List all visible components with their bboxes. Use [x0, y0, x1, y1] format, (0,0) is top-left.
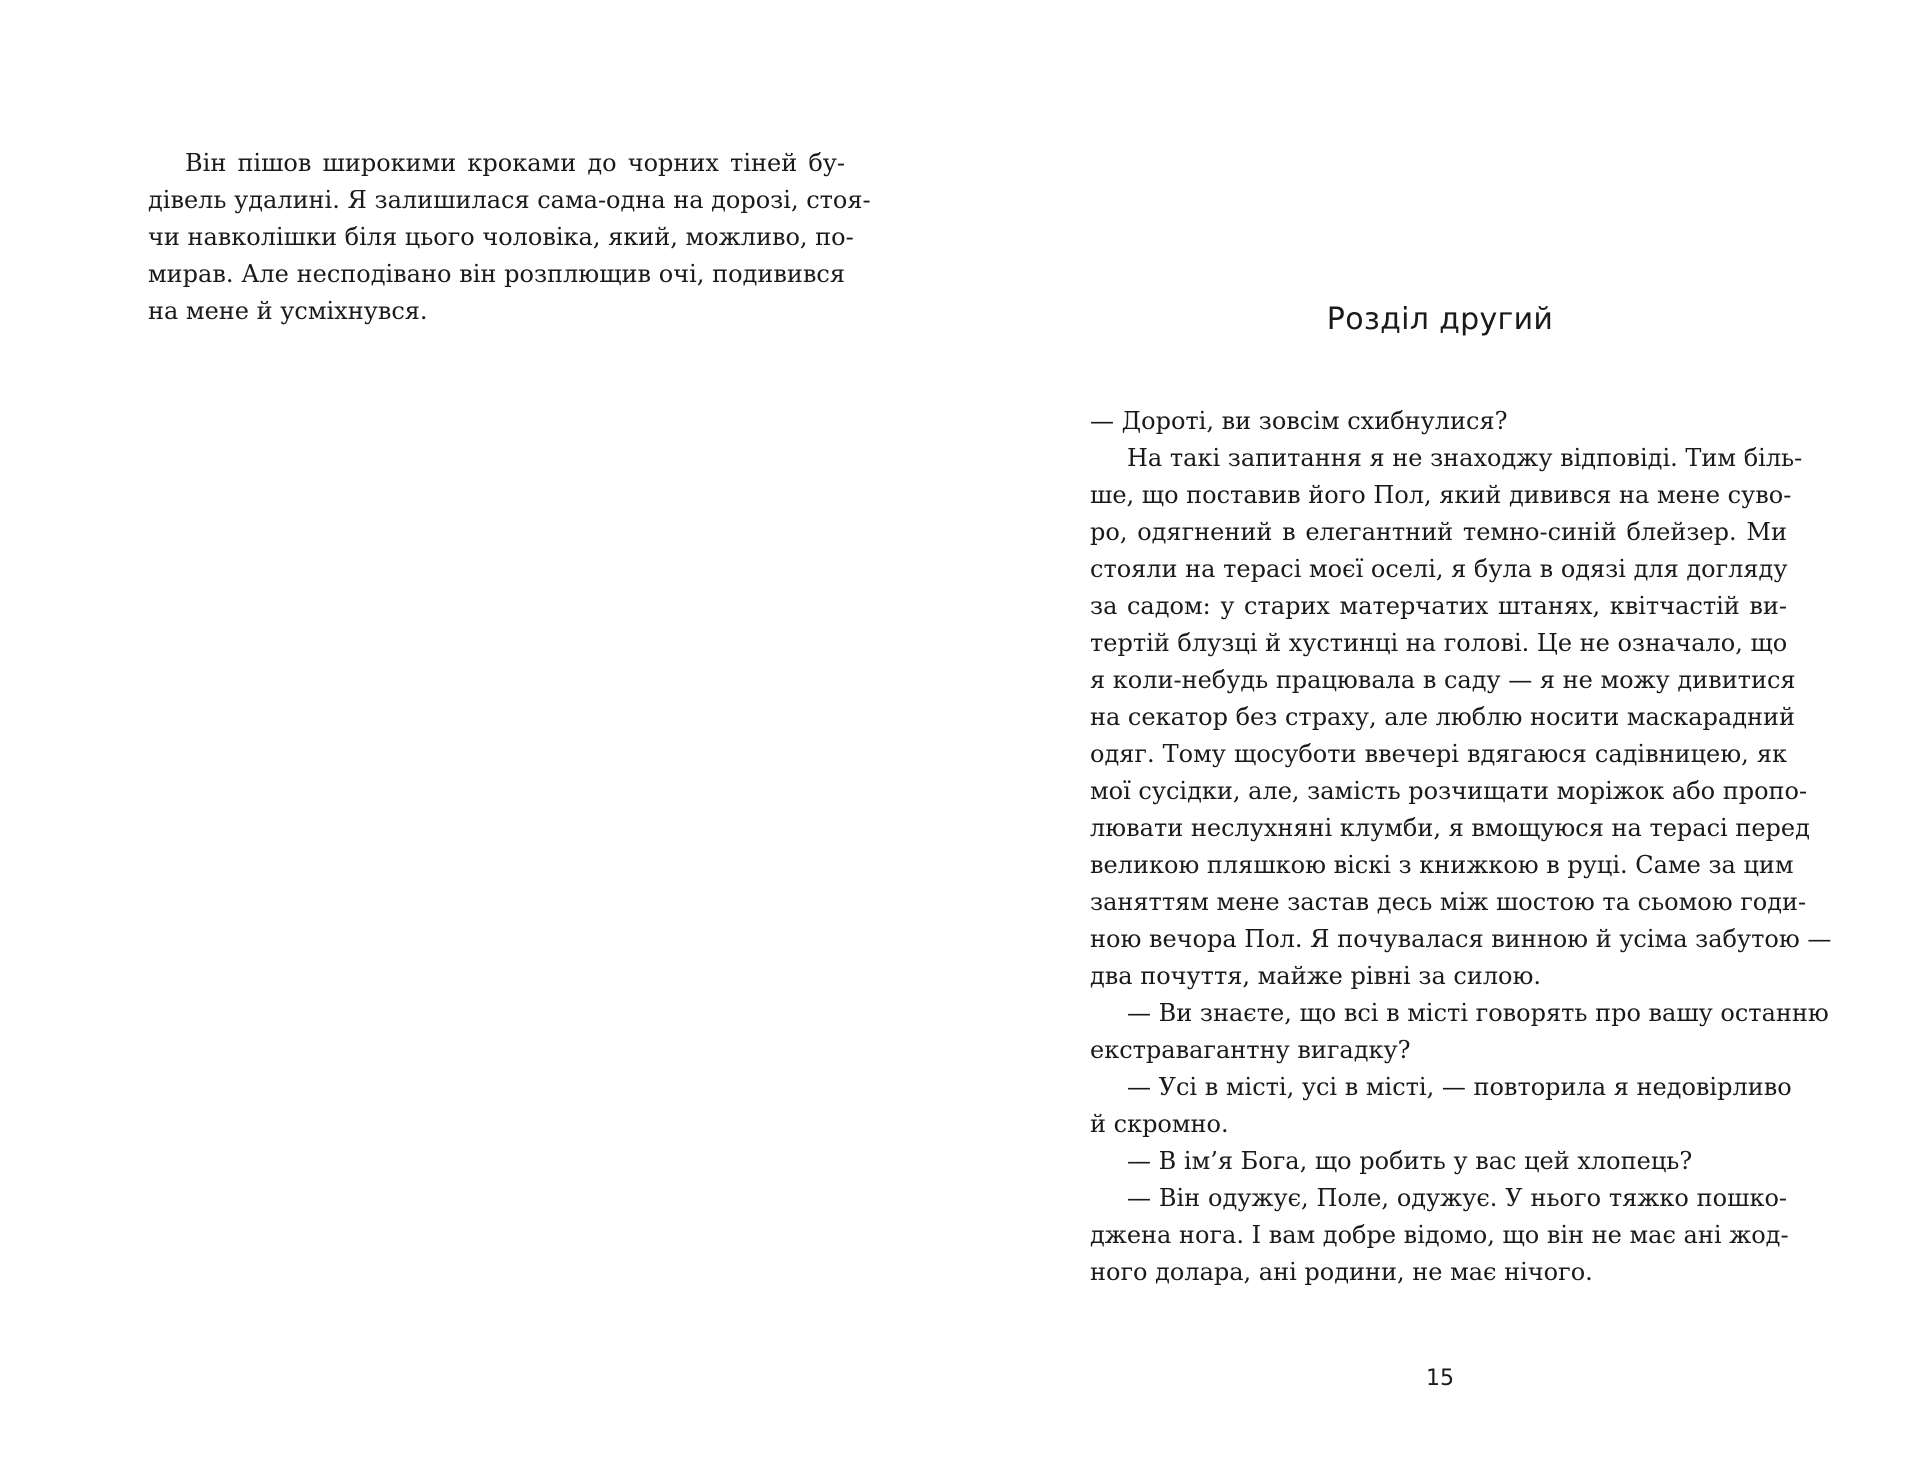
text-line: мирав. Але несподівано він розплющив очі, подивився: [148, 260, 845, 288]
text-line: Він пішов широкими кроками до чорних тіней бу-: [185, 149, 845, 177]
text-line: — Він одужує, Поле, одужує. У нього тяжко пошко-: [1127, 1184, 1787, 1212]
text-line: тертій блузці й хустинці на голові. Це не означало, що: [1090, 629, 1788, 657]
text-line: чи навколішки біля цього чоловіка, який, можливо, по-: [148, 223, 854, 251]
text-line: — Усі в місті, усі в місті, — повторила я недовірливо: [1127, 1073, 1792, 1101]
right-page-text: [1090, 403, 1832, 1291]
text-line: лювати неслухняні клумби, я вмощуюся на терасі перед: [1090, 814, 1810, 842]
text-line: за садом: у старих матерчатих штанях, квітчастій ви-: [1090, 592, 1787, 620]
text-line: мої сусідки, але, замість розчищати моріжок або пропо-: [1090, 777, 1808, 805]
text-line: На такі запитання я не знаходжу відповіді. Тим біль-: [1127, 444, 1803, 472]
text-line: на секатор без страху, але люблю носити маскарадний: [1090, 703, 1795, 731]
text-line: на мене й усміхнувся.: [148, 297, 428, 325]
text-line: дівель удалині. Я залишилася сама-одна на дорозі, стоя-: [148, 186, 871, 214]
text-line: заняттям мене застав десь між шостою та сьомою годи-: [1090, 888, 1807, 916]
text-line: одяг. Тому щосуботи ввечері вдягаюся садівницею, як: [1090, 740, 1787, 768]
text-line: я коли-небудь працювала в саду — я не можу дивитися: [1090, 666, 1796, 694]
chapter-title: Розділ другий: [1326, 302, 1554, 337]
left-page-text: [148, 145, 871, 330]
text-line: ро, одягнений в елегантний темно-синій блейзер. Ми: [1090, 518, 1787, 546]
text-line: ше, що поставив його Пол, який дивився на мене суво-: [1090, 481, 1792, 509]
text-line: ного долара, ані родини, не має нічого.: [1090, 1258, 1593, 1286]
text-line: великою пляшкою віскі з книжкою в руці. Саме за цим: [1090, 851, 1794, 879]
text-line: стояли на терасі моєї оселі, я була в одязі для догляду: [1090, 555, 1788, 583]
text-line: й скромно.: [1090, 1110, 1229, 1138]
right-page: [960, 0, 1920, 1477]
text-line: — В ім’я Бога, що робить у вас цей хлопець?: [1127, 1147, 1693, 1175]
text-line: джена нога. І вам добре відомо, що він не має ані жод-: [1090, 1221, 1789, 1249]
text-line: — Ви знаєте, що всі в місті говорять про вашу останню: [1127, 999, 1829, 1027]
page-number: 15: [1426, 1366, 1454, 1391]
text-line: два почуття, майже рівні за силою.: [1090, 962, 1542, 990]
text-line: екстравагантну вигадку?: [1090, 1036, 1411, 1064]
text-line: ною вечора Пол. Я почувалася винною й усіма забутою —: [1090, 925, 1832, 953]
text-line: — Дороті, ви зовсім схибнулися?: [1090, 407, 1508, 435]
